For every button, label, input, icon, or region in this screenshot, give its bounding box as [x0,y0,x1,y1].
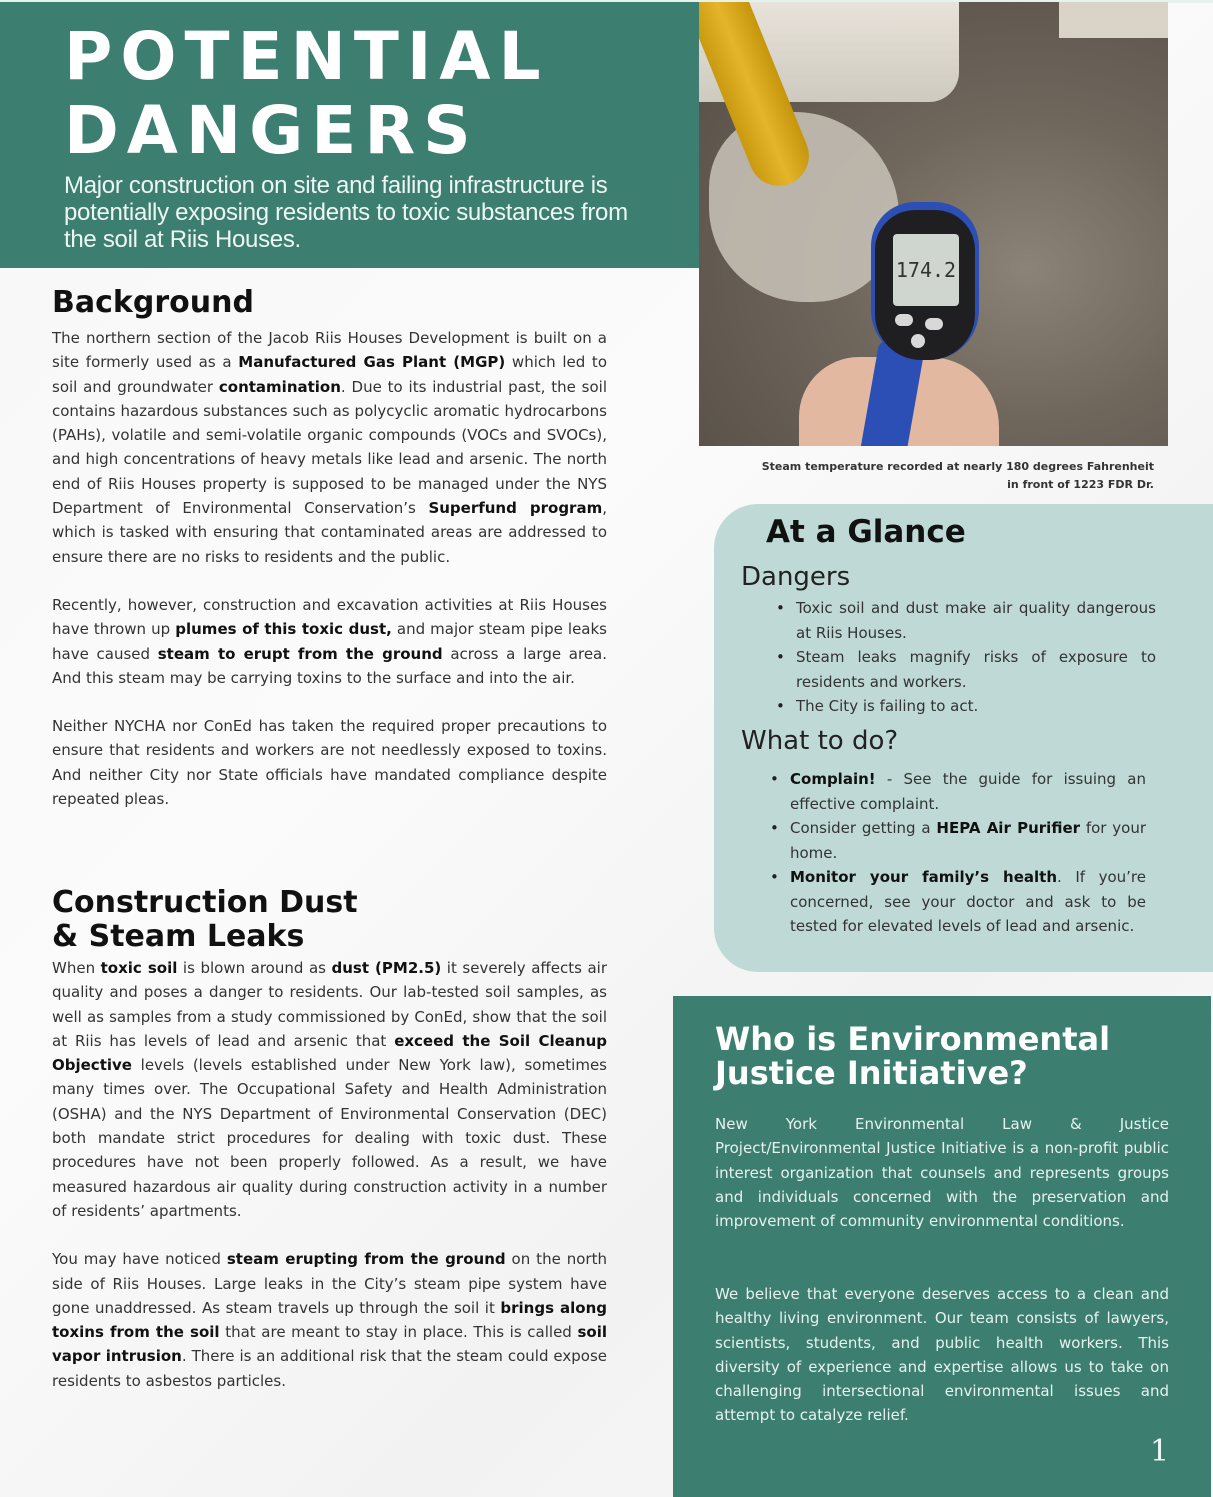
title-line-1: POTENTIAL [64,18,549,95]
bold-text: brings along toxins from the soil [52,1298,608,1342]
dangers-list [772,596,1156,719]
text: is blown around as [177,959,332,977]
bold-text: Manufactured Gas Plant (MGP) [238,353,506,372]
background-section [52,286,607,811]
bold-text: Complain! [790,770,876,788]
text: , which is tasked with ensuring that contaminated areas are addressed to ensure there are no risks to residents and the public. [52,499,607,566]
title-line-2: DANGERS [64,92,479,169]
dangers-heading: Dangers [741,562,851,592]
dangers-list-item: • The City is failing to act. [772,694,1156,719]
page-number: 1 [1150,1434,1170,1469]
text: on the north side of Riis Houses. Large leaks in the City’s steam pipe system have gone unaddressed. As steam travels up through the soil it [52,1250,607,1317]
bold-text: Superfund program [428,499,603,518]
glance-heading: At a Glance [766,514,966,550]
photo-curb-right [1059,2,1168,38]
text: Consider getting a [790,819,937,837]
thermometer-button-left [895,314,913,326]
who-is-eji-box [673,996,1211,1497]
at-a-glance-box [714,504,1213,972]
bold-text: steam to erupt from the ground [157,644,443,663]
text: You may have noticed [52,1250,227,1269]
bold-text: soil vapor intrusion [52,1323,607,1366]
text: for your home. [790,819,1146,862]
text: - See the guide for issuing an effective complaint. [790,770,1146,813]
text: The northern section of the Jacob Riis Houses Development is built on a site formerly used as a [52,329,607,372]
who-paragraph-2: We believe that everyone deserves access to a clean and healthy living environment. Our team consists of lawyers, scientists, students, and public health workers. This diversity of experience and expertise allows us to take on challenging intersectional environmental issues and attempt to catalyze relief. [715,1285,1169,1425]
bold-text: toxic soil [100,959,178,977]
what-to-do-heading: What to do? [741,726,899,756]
bold-text: steam erupting from the ground [226,1250,506,1269]
background-paragraph-1 [52,326,607,569]
bold-text: HEPA Air Purifier [936,819,1081,837]
bold-text: exceed the Soil Cleanup Objective [52,1031,607,1075]
text: . There is an additional risk that the steam could expose residents to asbestos particles. [52,1347,607,1390]
text: levels (levels established under New York law), sometimes many times over. The Occupational Safety and Health Administration (OSHA) and the NYS Department of Environmental Conservation (DEC) both mandate strict procedures for dealing with toxic dust. These procedures have not been properly followed. As a result, we have measured hazardous air quality during construction activity in a number of residents’ apartments. [52,1056,607,1220]
text: . Due to its industrial past, the soil contains hazardous substances such as polycyclic aromatic hydrocarbons (PAHs), volatile and semi-volatile organic compounds (VOCs and SVOCs), and high concentrations of heavy metals like lead and arsenic. The north end of Riis Houses property is supposed to be managed under the NYS Department of Environmental Conservation’s [52,377,607,518]
dangers-list-item: • Steam leaks magnify risks of exposure to residents and workers. [772,645,1156,694]
photo-caption [700,458,1154,494]
text: that are meant to stay in place. This is called [219,1323,578,1342]
background-heading: Background [52,285,254,320]
who-heading: Who is Environmental Justice Initiative? [715,1020,1111,1092]
bold-text: contamination [218,377,341,396]
text: it severely affects air quality and poses a danger to residents. Our lab-tested soil samples, as well as samples from a study commissioned by ConEd, show that the soil at Riis has levels of lead and arsenic that [52,959,608,1050]
header-banner [0,2,700,268]
construction-heading-line-1: Construction Dust [52,885,358,920]
bold-text: Monitor your family’s health [790,868,1058,886]
dangers-list-item: • Toxic soil and dust make air quality dangerous at Riis Houses. [772,596,1156,645]
thermometer-button-center [911,334,925,348]
page-subtitle: Major construction on site and failing infrastructure is potentially exposing residents to toxic substances from the soil at Riis Houses. [64,172,628,253]
text: and major steam pipe leaks have caused [52,620,607,663]
todo-item-complain [766,767,1146,816]
construction-paragraph-1 [52,956,607,1223]
construction-section [52,886,607,1393]
text: Recently, however, construction and excavation activities at Riis Houses have thrown up [52,595,607,639]
construction-heading [52,886,607,954]
bold-text: dust (PM2.5) [331,959,442,977]
text: When [52,959,101,977]
steam-temperature-photo [699,2,1168,446]
what-to-do-list [766,767,1146,939]
text: which led to soil and groundwater [52,353,607,396]
background-paragraph-3: Neither NYCHA nor ConEd has taken the required proper precautions to ensure that residents and workers are not needlessly exposed to toxins. And neither City nor State officials have mandated compliance despite repeated pleas. [52,717,607,809]
who-paragraph-1: New York Environmental Law & Justice Project/Environmental Justice Initiative is a non-profit public interest organization that counsels and represents groups and individuals concerned with the preservation and improvement of community environmental conditions. [715,1115,1169,1231]
text: across a large area. And this steam may be carrying toxins to the surface and into the air. [52,644,608,687]
text: . If you’re concerned, see your doctor and ask to be tested for elevated levels of lead and arsenic. [790,868,1146,935]
page-title [64,20,549,168]
caption-line-2: in front of 1223 FDR Dr. [1007,478,1154,491]
thermometer-button-right [925,318,943,330]
thermometer-reading: 174.2 [893,234,959,306]
background-paragraph-2 [52,593,607,690]
bold-text: plumes of this toxic dust, [175,620,392,639]
caption-line-1: Steam temperature recorded at nearly 180 degrees Fahrenheit [761,460,1154,473]
todo-item-hepa [766,816,1146,865]
construction-paragraph-2 [52,1247,607,1393]
construction-heading-line-2: & Steam Leaks [52,919,305,954]
todo-item-health [766,865,1146,939]
